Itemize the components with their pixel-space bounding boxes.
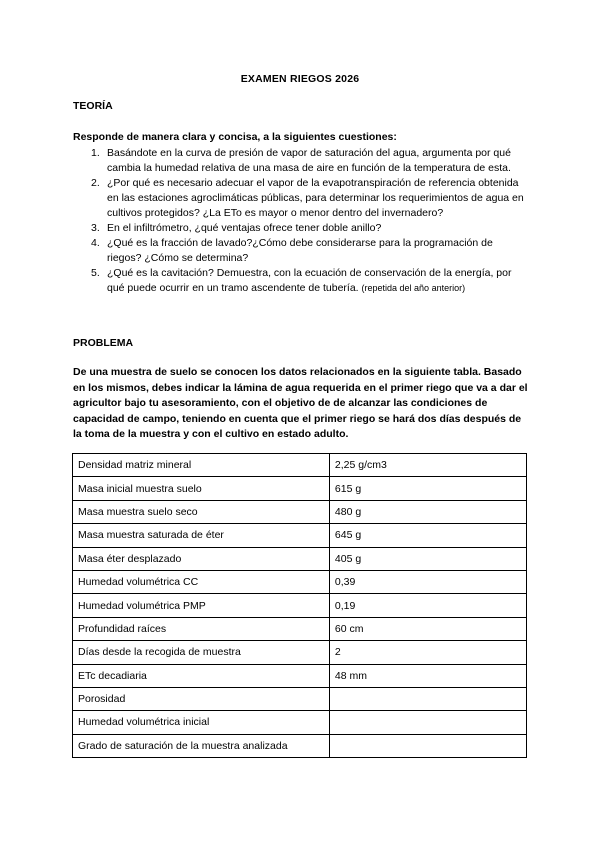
question-note: (repetida del año anterior) (361, 283, 466, 293)
question-number: 1. (91, 147, 100, 159)
soil-data-table (72, 453, 527, 758)
row-label: Masa muestra saturada de éter (73, 524, 330, 547)
question-item (73, 236, 525, 266)
question-number: 3. (91, 222, 100, 234)
question-text: ¿Qué es la cavitación? Demuestra, con la ecuación de conservación de la energía, por qué puede ocurrir en un tramo ascendente de tubería. (107, 267, 512, 294)
row-value: 405 g (329, 547, 526, 570)
table-row (73, 641, 527, 664)
row-value-empty (329, 711, 526, 734)
row-value-empty (329, 687, 526, 710)
row-value: 48 mm (329, 664, 526, 687)
table-row (73, 594, 527, 617)
question-text: Basándote en la curva de presión de vapor de saturación del agua, argumenta por qué cambia la humedad relativa de una masa de aire en función de la temperatura de esta. (107, 147, 511, 174)
row-label: Porosidad (73, 687, 330, 710)
table-row (73, 524, 527, 547)
row-label: Humedad volumétrica PMP (73, 594, 330, 617)
theory-heading: TEORÍA (73, 100, 113, 112)
table-row (73, 477, 527, 500)
table-row (73, 547, 527, 570)
row-value: 2 (329, 641, 526, 664)
table-row (73, 454, 527, 477)
question-item (73, 266, 525, 296)
row-label: Días desde la recogida de muestra (73, 641, 330, 664)
row-label: Grado de saturación de la muestra analizada (73, 734, 330, 757)
row-label: Masa éter desplazado (73, 547, 330, 570)
question-number: 4. (91, 237, 100, 249)
question-number: 2. (91, 177, 100, 189)
row-label: ETc decadiaria (73, 664, 330, 687)
table-row (73, 500, 527, 523)
row-value: 615 g (329, 477, 526, 500)
table-row (73, 617, 527, 640)
row-label: Humedad volumétrica CC (73, 570, 330, 593)
row-label: Densidad matriz mineral (73, 454, 330, 477)
question-item (73, 176, 525, 221)
question-item (73, 221, 525, 236)
row-label: Masa muestra suelo seco (73, 500, 330, 523)
table-row (73, 711, 527, 734)
row-value: 2,25 g/cm3 (329, 454, 526, 477)
table-row (73, 687, 527, 710)
theory-instruction: Responde de manera clara y concisa, a la siguientes cuestiones: (73, 131, 397, 143)
row-label: Profundidad raíces (73, 617, 330, 640)
document-title: EXAMEN RIEGOS 2026 (240, 73, 360, 85)
question-text: ¿Por qué es necesario adecuar el vapor de la evapotranspiración de referencia obtenida en las estaciones agroclimáticas públicas, para determinar los requerimientos de agua en cultivos protegidos? ¿La ETo es mayor o menor dentro del invernadero? (107, 177, 524, 219)
row-label: Humedad volumétrica inicial (73, 711, 330, 734)
row-value: 480 g (329, 500, 526, 523)
row-value: 645 g (329, 524, 526, 547)
theory-question-list (73, 146, 525, 296)
question-text: En el infiltrómetro, ¿qué ventajas ofrece tener doble anillo? (107, 222, 382, 234)
problem-statement: De una muestra de suelo se conocen los datos relacionados en la siguiente tabla. Basado en los mismos, debes indicar la lámina de agua requerida en el primer riego que va a dar el agricultor bajo tu asesoramiento, con el objetivo de de alcanzar las condiciones de capacidad de campo, teniendo en cuenta que el primer riego se hará dos días después de la toma de la muestra y con el cultivo en estado adulto. (73, 366, 528, 441)
row-value: 0,39 (329, 570, 526, 593)
row-value-empty (329, 734, 526, 757)
row-label: Masa inicial muestra suelo (73, 477, 330, 500)
question-item (73, 146, 525, 176)
table-row (73, 734, 527, 757)
question-number: 5. (91, 267, 100, 279)
question-text: ¿Qué es la fracción de lavado?¿Cómo debe considerarse para la programación de riegos? ¿Cómo se determina? (107, 237, 493, 264)
table-row (73, 570, 527, 593)
row-value: 60 cm (329, 617, 526, 640)
table-row (73, 664, 527, 687)
row-value: 0,19 (329, 594, 526, 617)
problem-heading: PROBLEMA (73, 337, 134, 349)
